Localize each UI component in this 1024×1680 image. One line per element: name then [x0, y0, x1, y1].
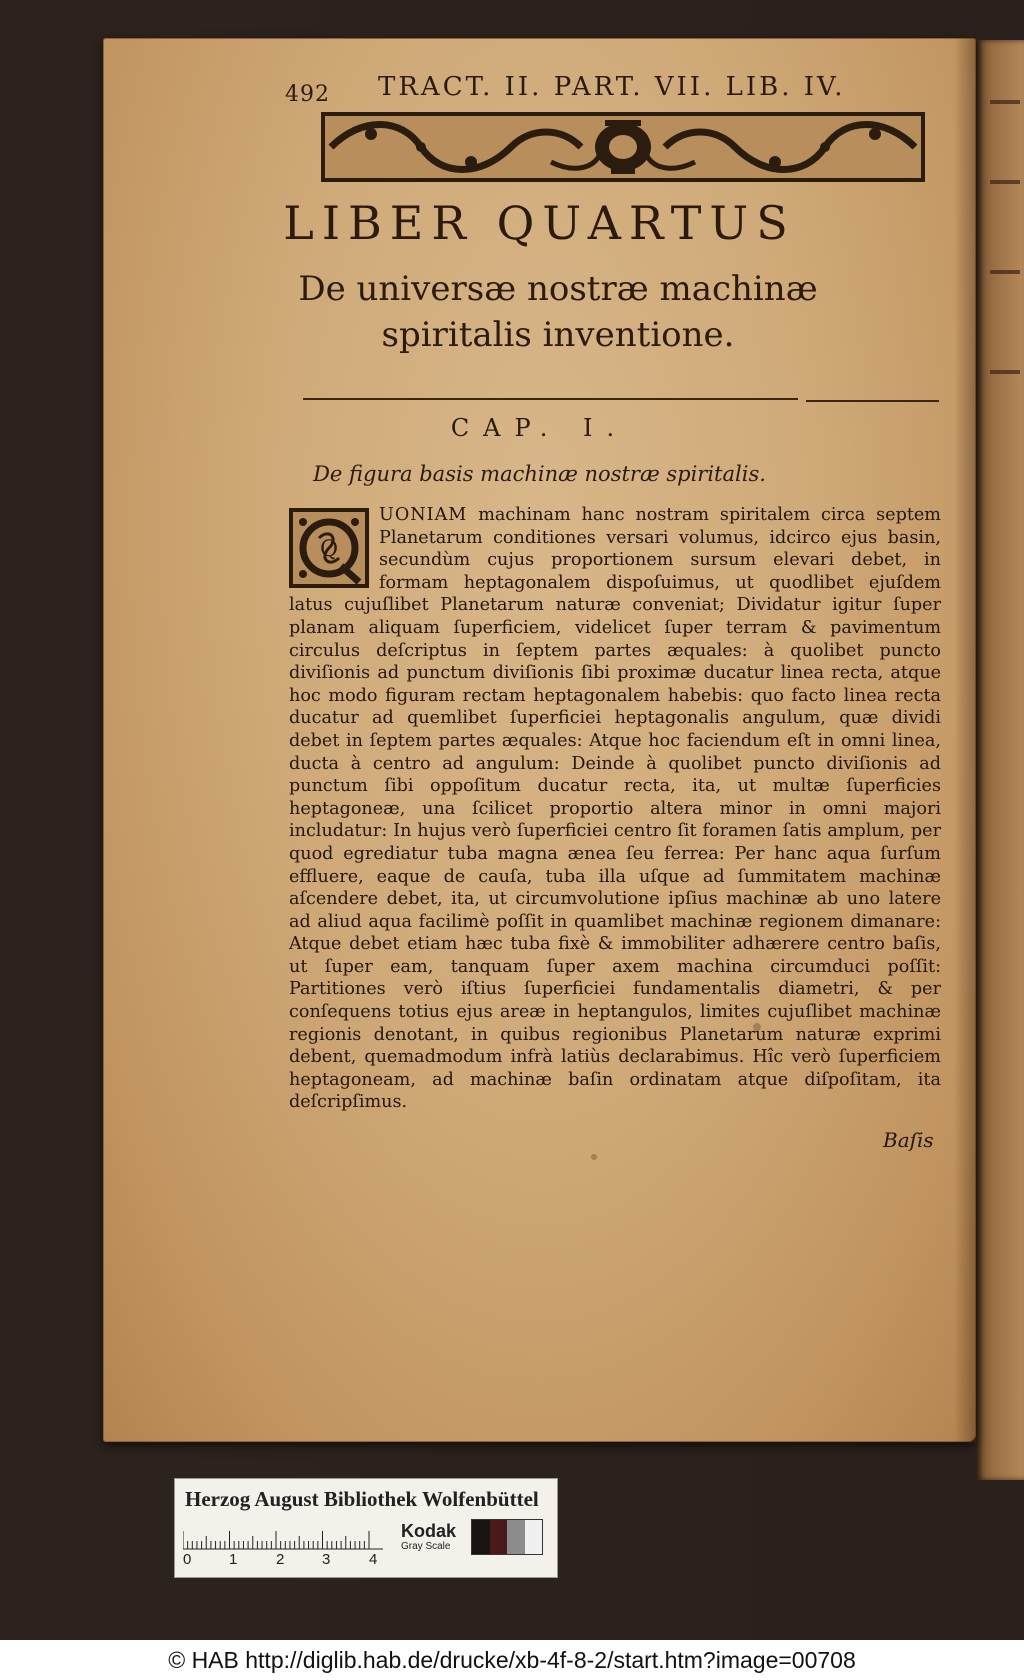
body-opening-word: UONIAM [379, 505, 468, 525]
adjacent-page-edge [976, 40, 1024, 1480]
catchword: Baſis [883, 1128, 934, 1152]
kodak-subtitle: Gray Scale [401, 1541, 451, 1552]
chapter-subtitle: De figura basis machinæ nostræ spiritalis. [313, 462, 766, 486]
book-title: LIBER QUARTUS [283, 196, 796, 250]
ruler-number: 3 [322, 1551, 331, 1568]
copyright-footer: © HAB http://diglib.hab.de/drucke/xb-4f-8-2/start.htm?image=00708 [0, 1640, 1024, 1680]
ruler-number: 0 [183, 1551, 192, 1568]
ruler-number: 2 [276, 1551, 285, 1568]
library-name: Herzog August Bibliothek Wolfenbüttel [185, 1487, 539, 1511]
body-text: machinam hanc nostram spiritalem circa septem Planetarum conditiones versari volumus, idcirco ejus basin, secundùm cujus proportionem sursum elevari debet, in formam heptagonalem dispoſuimus, ut quodlibet ejuſdem latus cujuſlibet Planetarum naturæ conveniat; Dividatur igitur ſuper planam aliquam ſuperficiem, videlicet ſuper terram & pavimentum circulus deſcriptus in ſeptem partes æquales: à quolibet puncto diviſionis ad punctum diviſionis ſibi proximæ ducatur linea recta, atque hoc modo figuram rectam heptagonalem habebis: quo facto linea recta ducatur ad quemlibet ſuperficiei heptagonalis angulum, quæ dividi debet in ſeptem partes æquales: Atque hoc faciendum eſt in omni linea, ducta à centro ad angulum: Deinde à quolibet puncto diviſionis ad punctum ſibi oppoſitum ducatur recta, ita, ut multæ ſuperficies heptagoneæ, una ſcilicet proportio altera minor in omni majori includatur: In hujus verò ſuperficiei centro ſit foramen ſatis amplum, per quod egrediatur tuba magna ænea ſeu ferrea: Per hanc aqua ſurſum effluere, eaque de cauſa, tuba illa uſque ad ſummitatem machinæ aſcendere debet, ita, ut circumvolutione ipſius machinæ ab uno latere ad aliud aqua facilimè poſſit in quamlibet machinæ regionem dimanare: Atque debet etiam hæc tuba fixè & immobiliter adhærere centro baſis, ut ſuper eam, tanquam ſuper axem machina circumduci poſſit: Partitiones verò iſtius ſuperficiei fundamentalis diametri, & per conſequens totius ejus areæ in heptangulos, limites cujuſlibet machinæ regionis denotant, in quibus regionibus Planetarum naturæ exprimi debent, quemadmodum infrà latiùs declarabimus. Hîc verò ſuperficiem heptagoneam, ad machinæ baſin ordinatam atque diſpoſitam, ita deſcripſimus. [289, 505, 941, 1113]
gray-scale-swatch [471, 1519, 543, 1555]
divider-rule [806, 400, 939, 402]
book-subtitle: De universæ nostræ machinæ spiritalis inventione. [298, 269, 818, 355]
ruler-number: 4 [369, 1551, 378, 1568]
book-page [103, 38, 976, 1442]
ink-spot [591, 1154, 597, 1160]
ornament-band-icon [321, 112, 925, 182]
kodak-logo: Kodak [401, 1521, 457, 1541]
initial-letter: Q [319, 537, 339, 562]
ruler-number: 1 [229, 1551, 238, 1568]
page-number: 492 [285, 82, 330, 107]
divider-rule [303, 398, 798, 400]
running-head: TRACT. II. PART. VII. LIB. IV. [378, 72, 846, 102]
body-paragraph [289, 504, 941, 1114]
library-label-card [174, 1478, 558, 1578]
chapter-heading: CAP. I. [450, 414, 629, 442]
